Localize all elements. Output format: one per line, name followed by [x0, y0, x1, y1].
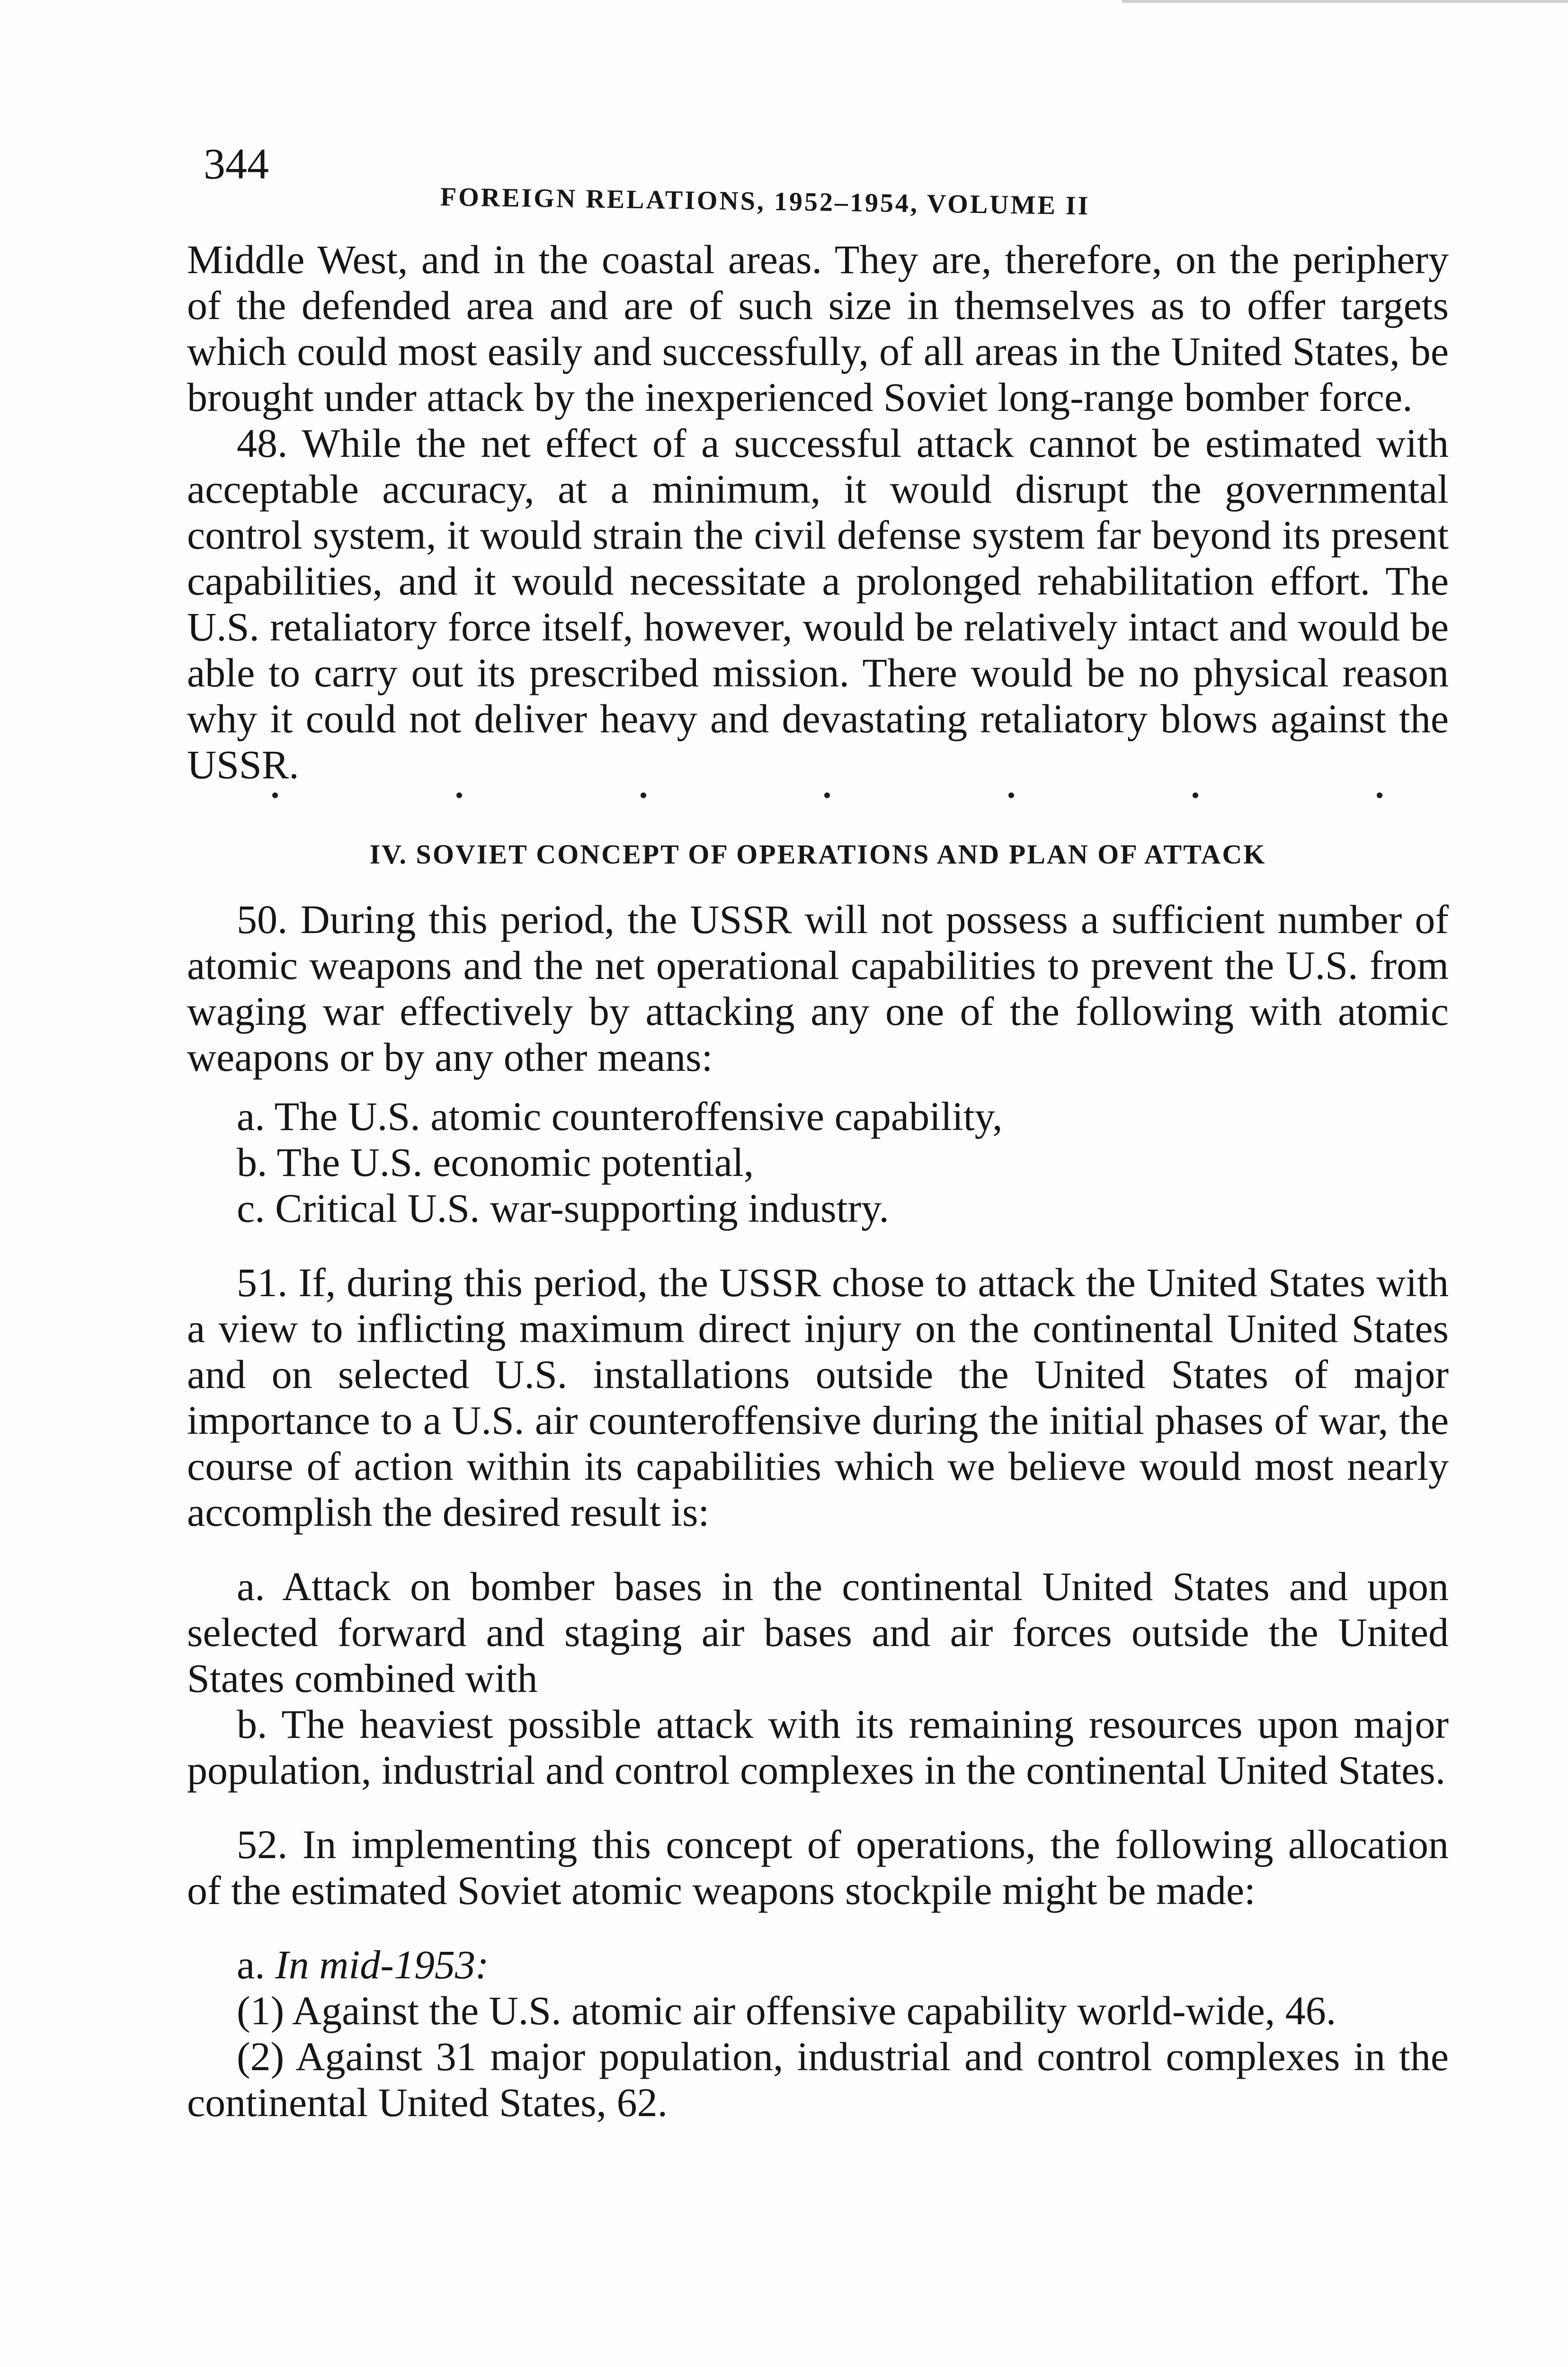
list-item: (2) Against 31 major population, industrial and control complexes in the continental United States, 62. — [187, 2034, 1449, 2125]
ellipsis-dot — [1008, 792, 1014, 798]
paragraph-48: 48. While the net effect of a successful attack cannot be estimated with acceptable accuracy, at a minimum, it would disrupt the governmental control system, it would strain the civil defense system far beyond its present capabilities, and it would necessitate a prolonged rehabilitation effort. The U.S. retaliatory force itself, however, would be relatively intact and would be able to carry out its prescribed mission. There would be no physical reason why it could not deliver heavy and devastating retaliatory blows against the USSR. — [187, 420, 1449, 787]
omission-ellipsis — [187, 792, 1449, 798]
list-item: a. The U.S. atomic counteroffensive capability, — [237, 1094, 1003, 1139]
page-number: 344 — [204, 140, 269, 188]
page-header — [204, 140, 1453, 221]
scan-edge-line — [1122, 0, 1568, 3]
page-body — [187, 237, 1449, 2126]
ellipsis-dot — [1377, 792, 1382, 798]
list-item: b. The heaviest possible attack with its remaining resources upon major population, industrial and control complexes in the continental United States. — [187, 1701, 1449, 1793]
ellipsis-dot — [272, 792, 278, 798]
ellipsis-dot — [824, 792, 830, 798]
running-head: FOREIGN RELATIONS, 1952–1954, VOLUME II — [440, 182, 1090, 221]
subheading-label: In mid-1953: — [275, 1942, 489, 1987]
list-item: c. Critical U.S. war-supporting industry. — [237, 1185, 890, 1231]
paragraph-52: 52. In implementing this concept of operations, the following allocation of the estimated Soviet atomic weapons stockpile might be made: — [187, 1822, 1449, 1913]
paragraph-50: 50. During this period, the USSR will not possess a sufficient number of atomic weapons and the net operational capabilities to prevent the U.S. from waging war effectively by attacking any one of the following with atomic weapons or by any other means: — [187, 897, 1449, 1080]
list-item: (1) Against the U.S. atomic air offensive capability world-wide, 46. — [237, 1988, 1336, 2033]
subheading-prefix: a. — [237, 1942, 265, 1987]
paragraph-continued: Middle West, and in the coastal areas. They are, therefore, on the periphery of the defended area and are of such size in themselves as to offer targets which could most easily and successfully, of all areas in the United States, be brought under attack by the inexperienced Soviet long-range bomber force. — [187, 237, 1449, 420]
list-item: b. The U.S. economic potential, — [237, 1139, 754, 1185]
section-heading: IV. SOVIET CONCEPT OF OPERATIONS AND PLAN OF ATTACK — [369, 839, 1266, 870]
paragraph-51: 51. If, during this period, the USSR chose to attack the United States with a view to inflicting maximum direct injury on the continental United States and on selected U.S. installations outside the United States of major importance to a U.S. air counteroffensive during the initial phases of war, the course of action within its capabilities which we believe would most nearly accomplish the desired result is: — [187, 1260, 1449, 1535]
subheading-mid-1953 — [187, 1942, 1449, 1988]
ellipsis-dot — [641, 792, 646, 798]
ellipsis-dot — [456, 792, 462, 798]
ellipsis-dot — [1193, 792, 1198, 798]
list-item: a. Attack on bomber bases in the continental United States and upon selected forward and staging air bases and air forces outside the United States combined with — [187, 1564, 1449, 1701]
